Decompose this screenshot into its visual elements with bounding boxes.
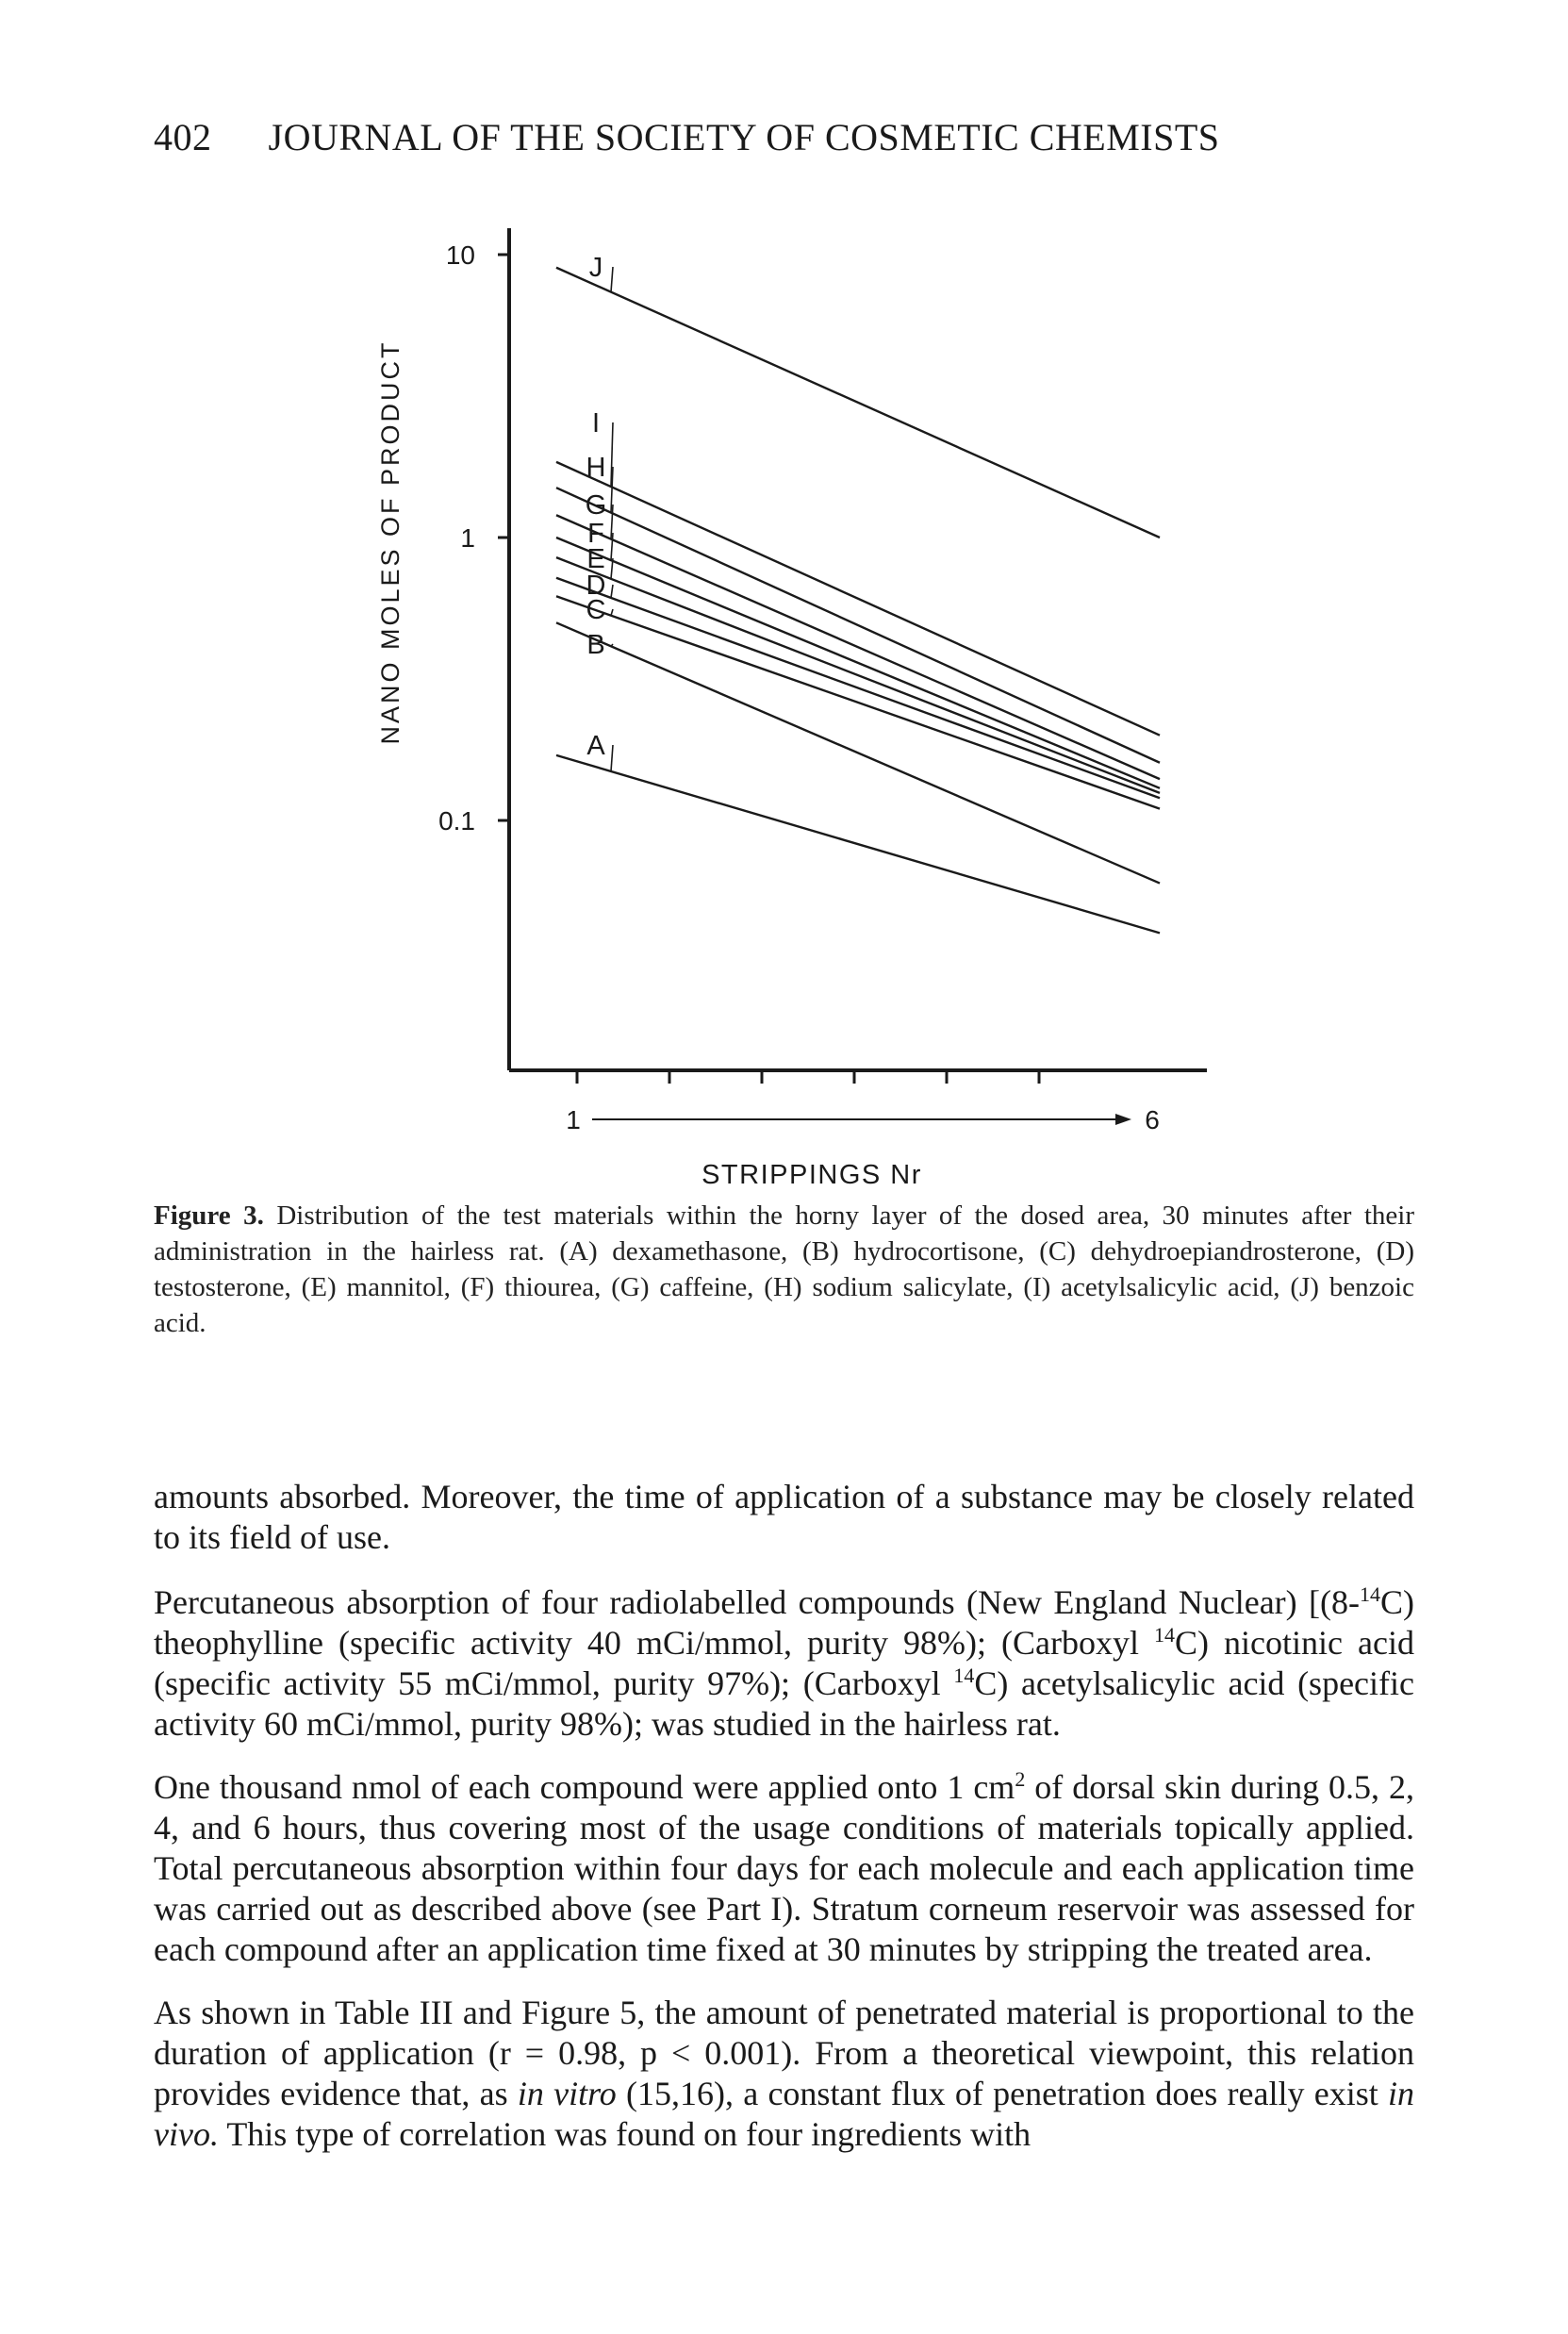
- series-line-C: [556, 596, 1160, 808]
- paragraph-2: Percutaneous absorption of four radiolabelled compounds (New England Nuclear) [(8-$^{14}$C) theophylline (specific activity 40 mCi/mmol, purity 98%); (Carboxyl $^{14}$C) nicotinic acid (specific activity 55 mCi/mmol, purity 97%); (Carboxyl $^{14}$C) acetylsalicylic acid (specific activity 60 mCi/mmol, purity 98%); was studied in the hairless rat.: [154, 1582, 1414, 1743]
- series-line-H: [556, 488, 1160, 763]
- series-line-E: [556, 557, 1160, 793]
- paragraph-1: amounts absorbed. Moreover, the time of application of a substance may be closely related to its field of use.: [154, 1478, 1414, 1556]
- x-range-end: 6: [1145, 1105, 1160, 1134]
- series-leader-A: [611, 745, 613, 771]
- x-ticks: [577, 1070, 1039, 1084]
- series-label-E: E: [586, 544, 605, 574]
- caption-label: Figure 3.: [154, 1200, 264, 1231]
- series-label-F: F: [587, 519, 604, 549]
- series-leader-D: [611, 585, 613, 598]
- y-tick-label: 1: [460, 523, 475, 553]
- x-range-arrowhead-icon: [1115, 1114, 1131, 1125]
- series-line-J: [556, 268, 1160, 538]
- series-line-I: [556, 462, 1160, 736]
- series-leader-C: [611, 609, 613, 616]
- page-number: 402: [154, 116, 212, 158]
- series-line-G: [556, 515, 1160, 779]
- series-label-J: J: [588, 253, 603, 283]
- series-label-G: G: [585, 490, 607, 521]
- series-label-B: B: [586, 630, 605, 660]
- caption-text: Distribution of the test materials within the horny layer of the dosed area, 30 minutes after their administration in the hairless rat. (A) dexamethasone, (B) hydrocortisone, (C) dehydroepiandrosterone, (D) testosterone, (E) mannitol, (F) thiourea, (G) caffeine, (H) sodium salicylate, (I) acetylsalicylic acid, (J) benzoic acid.: [154, 1200, 1415, 1338]
- x-range-start: 1: [566, 1105, 581, 1134]
- journal-title: JOURNAL OF THE SOCIETY OF COSMETIC CHEMISTS: [268, 116, 1220, 158]
- series-leader-J: [611, 267, 613, 292]
- series-lines: [556, 268, 1160, 934]
- series-label-I: I: [591, 408, 601, 439]
- x-axis-label: STRIPPINGS Nr: [701, 1160, 922, 1188]
- paragraph-3: One thousand nmol of each compound were applied onto 1 $cm^2$ of dorsal skin during 0.5, 2, 4, and 6 hours, thus covering most of the usage conditions of materials topically applied. Total percutaneous absorption within four days for each molecule and each application time was carried out as described above (see Part I). Stratum corneum reservoir was assessed for each compound after an application time fixed at 30 minutes by stripping the treated area.: [154, 1767, 1415, 1968]
- series-label-H: H: [586, 453, 606, 483]
- figure-caption: [154, 1198, 1414, 1341]
- series-label-A: A: [586, 731, 605, 761]
- series-label-C: C: [586, 595, 606, 625]
- y-tick-label: 0.1: [438, 806, 475, 836]
- y-ticks: [438, 240, 509, 836]
- series-line-D: [556, 578, 1160, 798]
- paragraph-4: As shown in Table III and Figure 5, the amount of penetrated material is proportional to the duration of application (r = 0.98, p < 0.001). From a theoretical viewpoint, this relation provides evidence that, as in vitro (15,16), a constant flux of penetration does really exist in vivo. This type of correlation was found on four ingredients with: [154, 1994, 1414, 2153]
- y-tick-label: 10: [445, 240, 475, 270]
- series-label-D: D: [586, 571, 606, 601]
- body-text: [154, 1477, 1414, 2177]
- y-axis-label: NANO MOLES OF PRODUCT: [376, 339, 404, 745]
